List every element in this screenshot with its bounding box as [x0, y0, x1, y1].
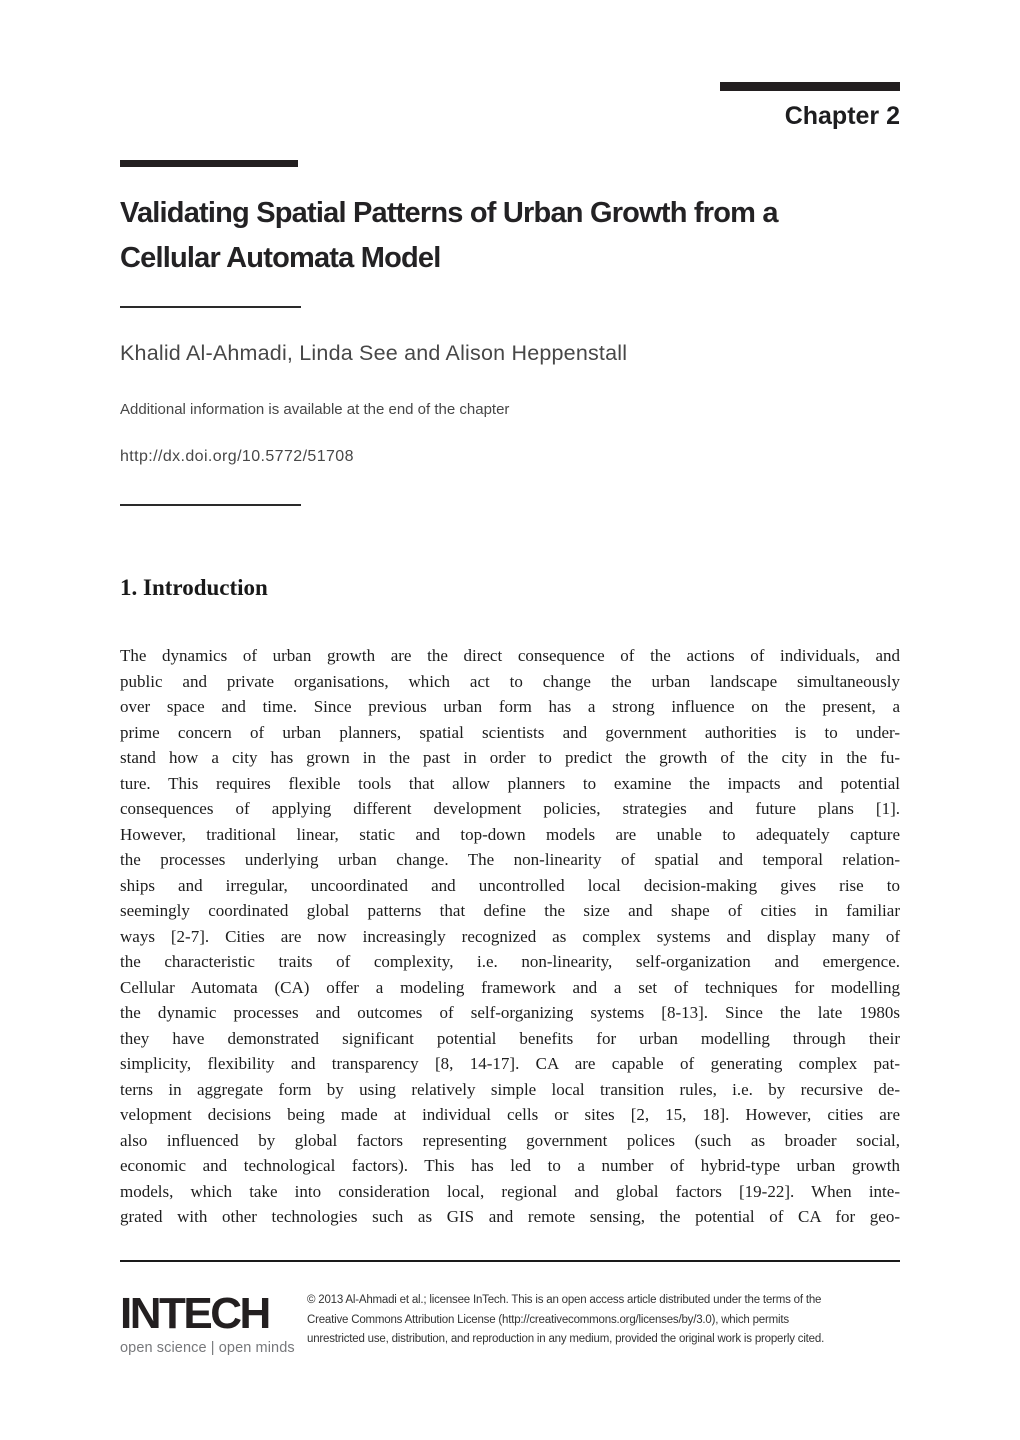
chapter-label: Chapter 2	[784, 102, 900, 130]
body-text-line: ships and irregular, uncoordinated and uncontrolled local decision-making gives rise to	[120, 875, 900, 895]
body-text-line: simplicity, flexibility and transparency [8, 14-17]. CA are capable of generating complex pat-	[120, 1054, 900, 1073]
body-text-line: they have demonstrated significant potential benefits for urban modelling through their	[120, 1028, 900, 1048]
body-text-line: ways [2-7]. Cities are now increasingly recognized as complex systems and display many of	[120, 926, 900, 946]
body-text-line: prime concern of urban planners, spatial scientists and government authorities is to under-	[120, 722, 900, 742]
body-text-line: stand how a city has grown in the past in order to predict the growth of the city in the fu-	[120, 748, 900, 767]
additional-info-note: Additional information is available at the end of the chapter	[120, 401, 510, 418]
body-text-line: economic and technological factors). This has led to a number of hybrid-type urban growth	[120, 1156, 900, 1175]
body-text-line: Cellular Automata (CA) offer a modeling framework and a set of techniques for modelling	[120, 977, 900, 997]
footer-rule	[120, 1260, 900, 1262]
body-text-line: public and private organisations, which act to change the urban landscape simultaneously	[120, 671, 900, 691]
body-text-line: the dynamic processes and outcomes of self-organizing systems [8-13]. Since the late 1980s	[120, 1003, 900, 1022]
body-text-line: terns in aggregate form by using relatively simple local transition rules, i.e. by recursive de-	[120, 1079, 900, 1099]
body-text-line: consequences of applying different development policies, strategies and future plans [1].	[120, 799, 900, 818]
authors-divider-rule	[120, 306, 301, 308]
body-text-line: grated with other technologies such as GIS and remote sensing, the potential of CA for geo-	[120, 1207, 900, 1226]
body-text-line: ture. This requires flexible tools that allow planners to examine the impacts and potential	[120, 773, 900, 793]
publisher-logo-block	[120, 1290, 305, 1356]
intech-logo-tagline: open science | open minds	[120, 1340, 295, 1356]
body-text-line: the characteristic traits of complexity, i.e. non-linearity, self-organization and emergence.	[120, 952, 900, 971]
body-text-line: also influenced by global factors representing government polices (such as broader social,	[120, 1130, 900, 1150]
intech-logo: INTECH	[120, 1289, 269, 1338]
page-title-line1: Validating Spatial Patterns of Urban Growth from a	[120, 197, 778, 229]
body-text-line: the processes underlying urban change. The non-linearity of spatial and temporal relation-	[120, 850, 900, 869]
page-title-line2: Cellular Automata Model	[120, 242, 441, 274]
license-notice-line: Creative Commons Attribution License (http://creativecommons.org/licenses/by/3.0), which permits	[307, 1313, 789, 1326]
body-text-line: However, traditional linear, static and top-down models are unable to adequately capture	[120, 824, 900, 844]
doi-link[interactable]: http://dx.doi.org/10.5772/51708	[120, 448, 354, 465]
page-title	[120, 191, 920, 281]
body-text-line: seemingly coordinated global patterns that define the size and shape of cities in familiar	[120, 901, 900, 920]
introduction-paragraph	[120, 643, 900, 1230]
title-top-rule	[120, 160, 298, 167]
section-heading-introduction: 1. Introduction	[120, 575, 268, 600]
body-text-line: The dynamics of urban growth are the direct consequence of the actions of individuals, and	[120, 646, 900, 665]
authors-line: Khalid Al-Ahmadi, Linda See and Alison Heppenstall	[120, 341, 628, 365]
body-text-line: velopment decisions being made at individual cells or sites [2, 15, 18]. However, cities are	[120, 1105, 900, 1124]
license-notice	[307, 1291, 917, 1350]
license-notice-line: unrestricted use, distribution, and reproduction in any medium, provided the original work is properly cited.	[307, 1333, 825, 1345]
doi-divider-rule	[120, 504, 301, 506]
body-text-line: models, which take into consideration local, regional and global factors [19-22]. When inte-	[120, 1181, 900, 1201]
body-text-line: over space and time. Since previous urban form has a strong influence on the present, a	[120, 697, 900, 716]
chapter-header-rule	[720, 82, 900, 91]
license-notice-line: © 2013 Al-Ahmadi et al.; licensee InTech. This is an open access article distributed under the terms of the	[307, 1294, 822, 1306]
